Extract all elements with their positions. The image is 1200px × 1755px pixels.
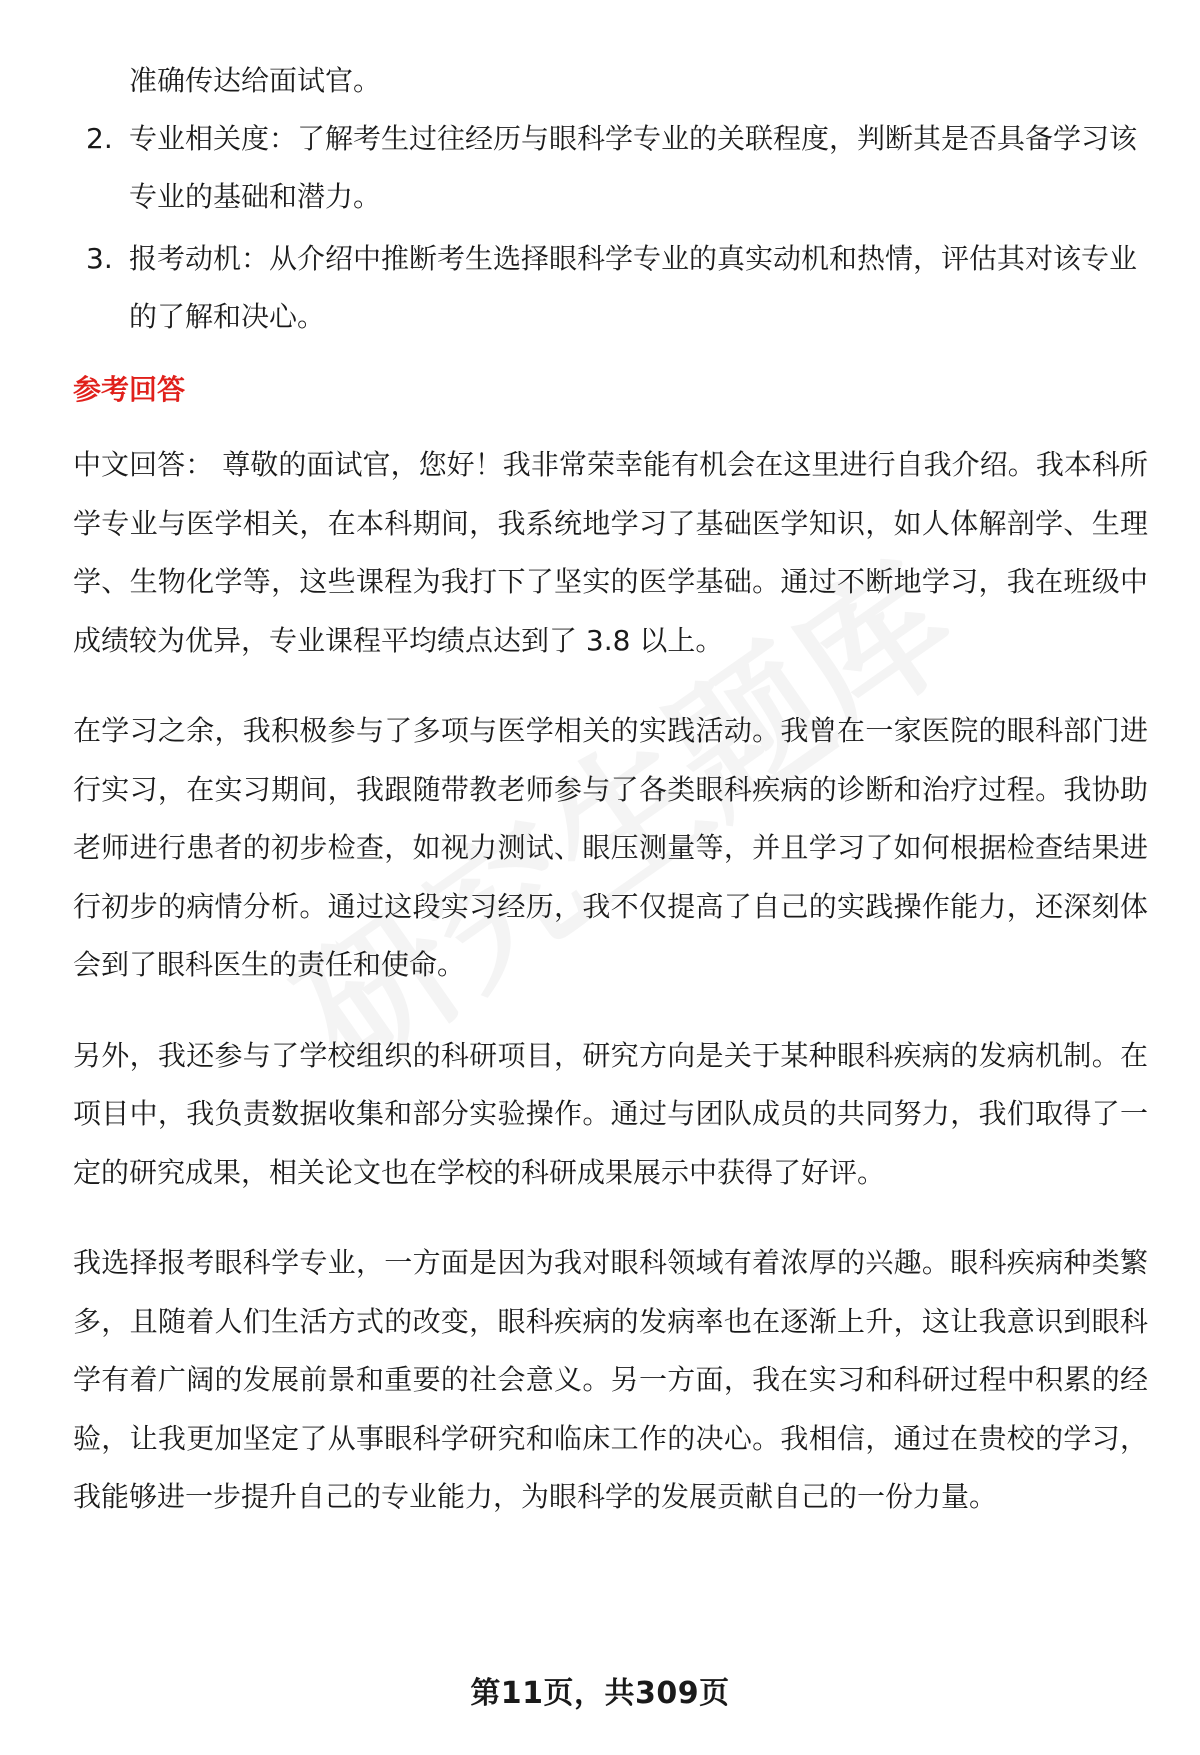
list-item — [73, 110, 1148, 226]
list-item — [73, 230, 1148, 346]
list-item-number: 3. — [86, 242, 113, 275]
answer-paragraph: 中文回答： 尊敬的面试官，您好！我非常荣幸能有机会在这里进行自我介绍。我本科所学专业与医学相关，在本科期间，我系统地学习了基础医学知识，如人体解剖学、生理学、生物化学等，这些课程为我打下了坚实的医学基础。通过不断地学习，我在班级中成绩较为优异，专业课程平均绩点达到了 3.8 以上。 — [73, 448, 1148, 657]
answer-paragraph: 我选择报考眼科学专业，一方面是因为我对眼科领域有着浓厚的兴趣。眼科疾病种类繁多，且随着人们生活方式的改变，眼科疾病的发病率也在逐渐上升，这让我意识到眼科学有着广阔的发展前景和重要的社会意义。另一方面，我在实习和科研过程中积累的经验，让我更加坚定了从事眼科学研究和临床工作的决心。我相信，通过在贵校的学习，我能够进一步提升自己的专业能力，为眼科学的发展贡献自己的一份力量。 — [73, 1246, 1148, 1513]
answer-paragraph: 在学习之余，我积极参与了多项与医学相关的实践活动。我曾在一家医院的眼科部门进行实习，在实习期间，我跟随带教老师参与了各类眼科疾病的诊断和治疗过程。我协助老师进行患者的初步检查，如视力测试、眼压测量等，并且学习了如何根据检查结果进行初步的病情分析。通过这段实习经历，我不仅提高了自己的实践操作能力，还深刻体会到了眼科医生的责任和使命。 — [73, 714, 1148, 981]
answer-paragraph: 另外，我还参与了学校组织的科研项目，研究方向是关于某种眼科疾病的发病机制。在项目中，我负责数据收集和部分实验操作。通过与团队成员的共同努力，我们取得了一定的研究成果，相关论文也在学校的科研成果展示中获得了好评。 — [73, 1038, 1148, 1189]
continuation-text: 准确传达给面试官。 — [129, 64, 382, 97]
page-content — [73, 52, 1148, 1559]
list-item-text: 专业相关度：了解考生过往经历与眼科学专业的关联程度，判断其是否具备学习该专业的基础和潜力。 — [129, 122, 1138, 213]
list-item-text: 报考动机：从介绍中推断考生选择眼科学专业的真实动机和热情，评估其对该专业的了解和决心。 — [129, 242, 1138, 333]
criteria-list — [73, 110, 1148, 346]
list-item-number: 2. — [86, 122, 113, 155]
page-footer: 第11页，共309页 — [470, 1676, 730, 1711]
reference-answer-heading: 参考回答 — [73, 373, 186, 406]
